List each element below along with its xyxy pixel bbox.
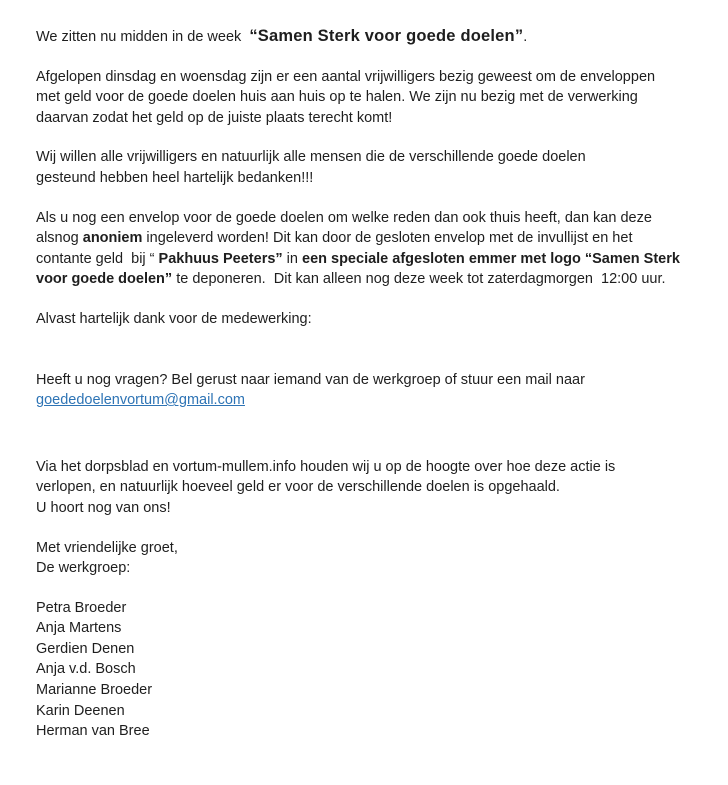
- bold-text-run: “Samen Sterk voor goede doelen”: [249, 27, 524, 45]
- text-run: We zitten nu midden in de week: [36, 29, 250, 45]
- paragraph-envelope-return: [36, 208, 710, 290]
- signature-name: Anja Martens: [36, 620, 122, 637]
- text-run: daarvan zodat het geld op de juiste plaats terecht komt!: [36, 109, 393, 126]
- text-run: gesteund hebben heel hartelijk bedanken!!!: [36, 169, 314, 186]
- email-link[interactable]: goededoelenvortum@gmail.com: [36, 392, 245, 409]
- text-run: Via het dorpsblad en vortum-mullem.info houden wij u op de hoogte over hoe deze actie is: [36, 458, 616, 475]
- text-run: in: [282, 250, 302, 267]
- signature-name: Karin Deenen: [36, 702, 125, 719]
- text-run: U hoort nog van ons!: [36, 499, 171, 516]
- text-run: Afgelopen dinsdag en woensdag zijn er een aantal vrijwilligers bezig geweest om de enveloppen: [36, 68, 656, 85]
- text-run: De werkgroep:: [36, 560, 131, 577]
- intro-line: [36, 26, 710, 48]
- text-run: alsnog: [36, 230, 83, 247]
- text-run: verlopen, en natuurlijk hoeveel geld er voor de verschillende doelen is opgehaald.: [36, 479, 560, 496]
- paragraph-collection: [36, 67, 710, 129]
- signature-name: Marianne Broeder: [36, 682, 153, 699]
- bold-text-run: anoniem: [82, 230, 143, 247]
- paragraph-thank-you: [36, 309, 710, 330]
- paragraph-thanks: [36, 147, 710, 188]
- signature-name: Gerdien Denen: [36, 640, 135, 657]
- signature-list: [36, 598, 710, 742]
- text-run: te deponeren. Dit kan alleen nog deze week tot zaterdagmorgen 12:00 uur.: [172, 271, 666, 288]
- paragraph-updates: [36, 457, 710, 519]
- paragraph-questions: [36, 370, 710, 411]
- text-run: Heeft u nog vragen? Bel gerust naar iemand van de werkgroep of stuur een mail naar: [36, 371, 585, 388]
- text-run: Met vriendelijke groet,: [36, 539, 178, 556]
- text-run: Als u nog een envelop voor de goede doelen om welke reden dan ook thuis heeft, dan kan deze: [36, 209, 652, 226]
- bold-text-run: een speciale afgesloten emmer met logo “Samen Sterk: [302, 250, 680, 267]
- text-run: Alvast hartelijk dank voor de medewerking:: [36, 310, 312, 327]
- paragraph-closing: [36, 538, 710, 579]
- text-run: .: [523, 29, 528, 45]
- bold-text-run: voor goede doelen”: [36, 271, 173, 288]
- signature-name: Herman van Bree: [36, 723, 150, 740]
- text-run: ingeleverd worden! Dit kan door de gesloten envelop met de invullijst en het: [142, 230, 633, 247]
- text-run: contante geld bij “: [36, 250, 159, 267]
- text-run: met geld voor de goede doelen huis aan huis op te halen. We zijn nu bezig met de verwerking: [36, 89, 638, 106]
- signature-name: Petra Broeder: [36, 599, 127, 616]
- signature-name: Anja v.d. Bosch: [36, 661, 136, 678]
- text-run: Wij willen alle vrijwilligers en natuurlijk alle mensen die de verschillende goede doelen: [36, 149, 586, 166]
- bold-text-run: Pakhuus Peeters”: [158, 250, 283, 267]
- letter-body: [36, 26, 710, 579]
